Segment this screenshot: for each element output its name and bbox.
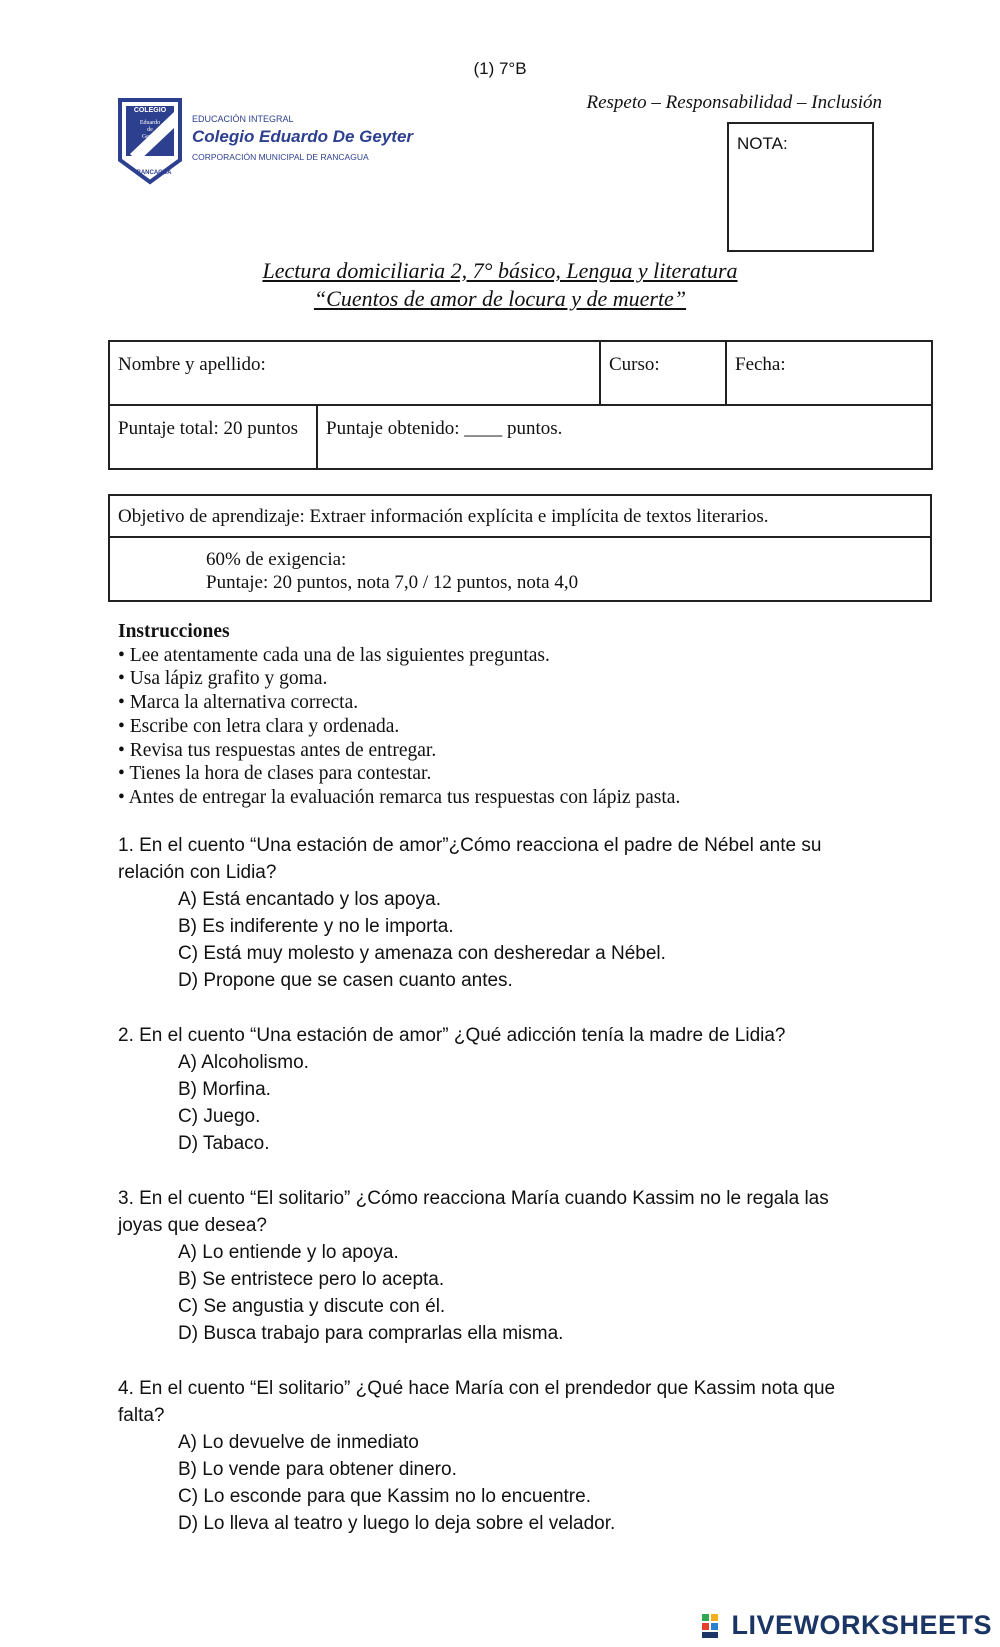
- learning-objective: Objetivo de aprendizaje: Extraer información explícita e implícita de textos literarios.: [109, 495, 931, 537]
- question-text: 1. En el cuento “Una estación de amor”¿Cómo reacciona el padre de Nébel ante su relación con Lidia?: [118, 835, 822, 883]
- option-b[interactable]: B) Se entristece pero lo acepta.: [178, 1269, 445, 1290]
- grade-box[interactable]: [727, 122, 874, 252]
- option-d[interactable]: D) Tabaco.: [178, 1133, 270, 1154]
- option-d[interactable]: D) Lo lleva al teatro y luego lo deja sobre el velador.: [178, 1513, 616, 1534]
- obtained-score-field[interactable]: Puntaje obtenido: ____ puntos.: [317, 405, 932, 469]
- instruction-item: • Revisa tus respuestas antes de entregar.: [118, 739, 437, 761]
- school-crest-icon: [118, 98, 428, 190]
- option-a[interactable]: A) Lo devuelve de inmediato: [178, 1432, 419, 1453]
- instructions-title: Instrucciones: [118, 621, 230, 642]
- svg-text:de: de: [147, 127, 153, 133]
- option-c[interactable]: C) Está muy molesto y amenaza con desheredar a Nébel.: [178, 943, 666, 964]
- instruction-item: • Escribe con letra clara y ordenada.: [118, 715, 400, 737]
- option-a[interactable]: A) Lo entiende y lo apoya.: [178, 1242, 399, 1263]
- question-1: [118, 832, 878, 994]
- date-field[interactable]: Fecha:: [726, 341, 932, 405]
- course-field[interactable]: Curso:: [600, 341, 726, 405]
- grading-scale: [109, 537, 931, 601]
- option-a[interactable]: A) Alcoholismo.: [178, 1052, 309, 1073]
- liveworksheets-logo: [701, 1610, 992, 1641]
- svg-text:Eduardo: Eduardo: [139, 120, 161, 126]
- page-subtitle: “Cuentos de amor de locura y de muerte”: [313, 286, 687, 311]
- instruction-item: • Antes de entregar la evaluación remarca tus respuestas con lápiz pasta.: [118, 786, 681, 808]
- svg-text:EDUCACIÓN INTEGRAL: EDUCACIÓN INTEGRAL: [192, 114, 294, 124]
- option-b[interactable]: B) Es indiferente y no le importa.: [178, 916, 454, 937]
- option-b[interactable]: B) Morfina.: [178, 1079, 271, 1100]
- grade-label: NOTA:: [737, 134, 788, 153]
- option-c[interactable]: C) Se angustia y discute con él.: [178, 1296, 446, 1317]
- question-3: [118, 1185, 878, 1347]
- instruction-item: • Marca la alternativa correcta.: [118, 692, 359, 714]
- instruction-item: • Usa lápiz grafito y goma.: [118, 668, 328, 690]
- svg-text:CORPORACIÓN MUNICIPAL DE RANCA: CORPORACIÓN MUNICIPAL DE RANCAGUA: [192, 152, 369, 162]
- requirement-text: 60% de exigencia:: [206, 549, 347, 570]
- page-title: Lectura domiciliaria 2, 7° básico, Lengua y literatura: [262, 258, 738, 283]
- total-score-cell: Puntaje total: 20 puntos: [109, 405, 317, 469]
- instruction-item: • Lee atentamente cada una de las siguientes preguntas.: [118, 644, 550, 666]
- scale-text: Puntaje: 20 puntos, nota 7,0 / 12 puntos, nota 4,0: [206, 572, 579, 593]
- question-text: 4. En el cuento “El solitario” ¿Qué hace María con el prendedor que Kassim nota que falta?: [118, 1378, 836, 1426]
- question-text: 2. En el cuento “Una estación de amor” ¿Qué adicción tenía la madre de Lidia?: [118, 1025, 786, 1046]
- instructions: [118, 620, 680, 810]
- svg-text:Colegio Eduardo De Geyter: Colegio Eduardo De Geyter: [192, 127, 414, 146]
- class-code: (1) 7°B: [473, 59, 527, 78]
- option-d[interactable]: D) Busca trabajo para comprarlas ella misma.: [178, 1323, 564, 1344]
- objective-table: [108, 494, 932, 602]
- instruction-item: • Tienes la hora de clases para contestar.: [118, 763, 432, 785]
- svg-text:Geyter: Geyter: [141, 134, 159, 140]
- school-logo: [118, 98, 428, 190]
- svg-text:RANCAGUA: RANCAGUA: [136, 170, 172, 176]
- svg-text:COLEGIO: COLEGIO: [133, 107, 167, 114]
- option-d[interactable]: D) Propone que se casen cuanto antes.: [178, 970, 513, 991]
- question-2: [118, 1022, 878, 1157]
- name-field[interactable]: Nombre y apellido:: [109, 341, 600, 405]
- student-info-table: [108, 340, 933, 470]
- question-4: [118, 1375, 878, 1537]
- option-c[interactable]: C) Juego.: [178, 1106, 261, 1127]
- liveworksheets-icon: [701, 1613, 727, 1639]
- option-c[interactable]: C) Lo esconde para que Kassim no lo encuentre.: [178, 1486, 591, 1507]
- option-b[interactable]: B) Lo vende para obtener dinero.: [178, 1459, 457, 1480]
- option-a[interactable]: A) Está encantado y los apoya.: [178, 889, 441, 910]
- school-motto: Respeto – Responsabilidad – Inclusión: [586, 92, 882, 113]
- question-text: 3. En el cuento “El solitario” ¿Cómo reacciona María cuando Kassim no le regala las joyas que desea?: [118, 1188, 829, 1236]
- brand-text: LIVEWORKSHEETS: [731, 1610, 992, 1640]
